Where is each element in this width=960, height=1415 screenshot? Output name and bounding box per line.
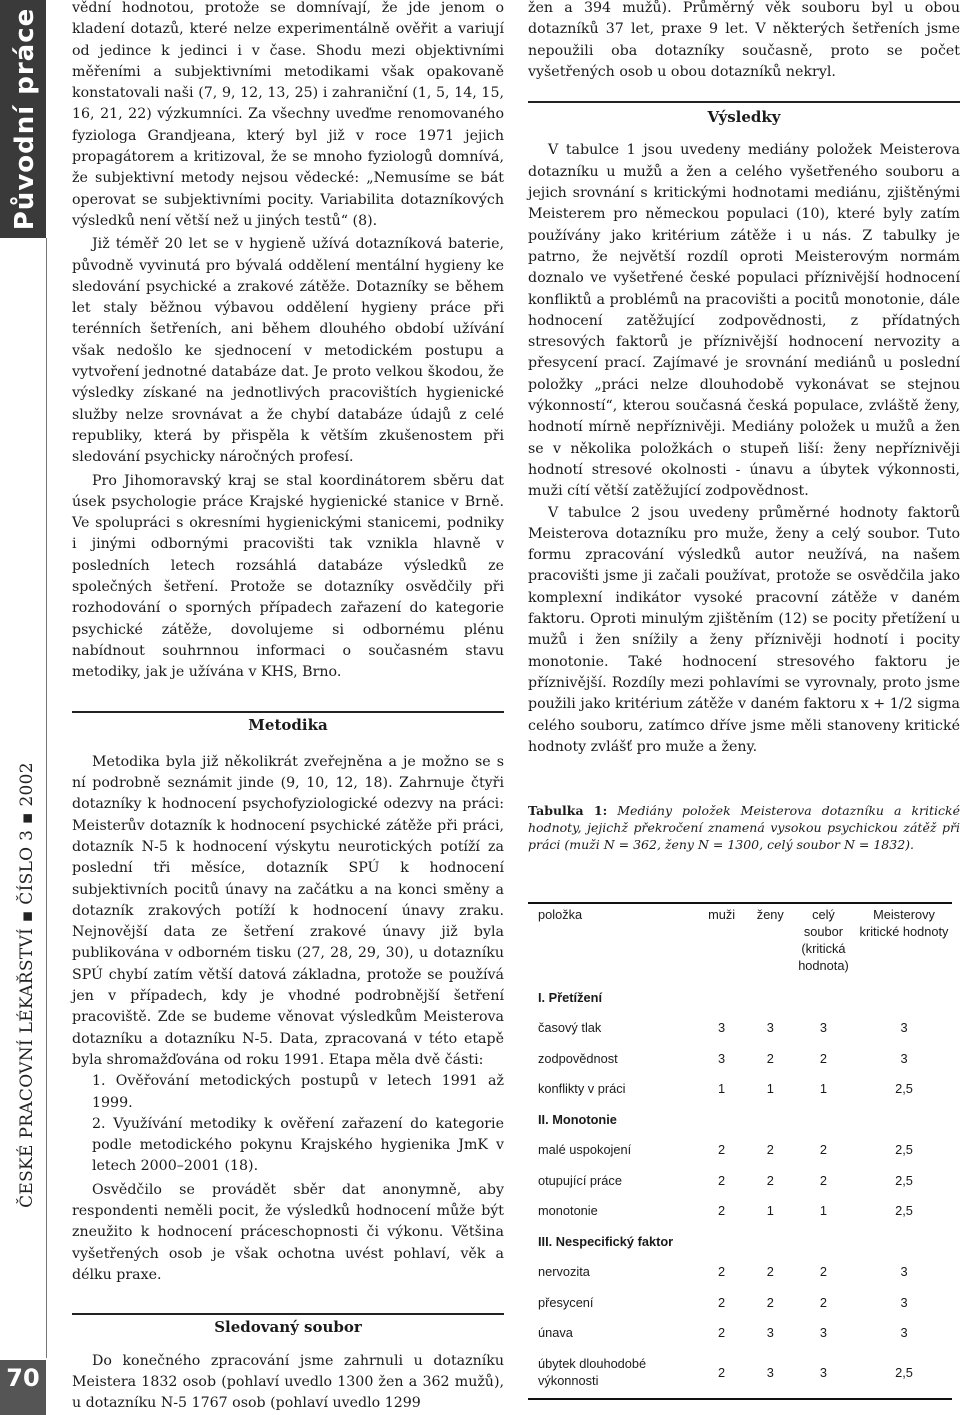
table-row (528, 1348, 952, 1396)
cell-value: 2,5 (895, 1142, 913, 1158)
item-label: přesycení (538, 1294, 594, 1310)
cell-value: 2 (766, 1294, 774, 1310)
cell-value: 3 (819, 1020, 828, 1036)
section-title: Původní práce (10, 7, 40, 231)
cell-value: 2 (766, 1050, 774, 1066)
table-row (528, 1196, 952, 1227)
paragraph: Metodika byla již několikrát zveřejněna a je možno se s ní podrobně seznámit jinde (9, 10, 12, 18). Zahrnuje čtyři dotazníky k hodnocení psychofyziologické odezvy na práci: Meisterův dotazník k hodnocení psychické zátěže při práci, dotazník N-5 k hodnocení výskytu neurotických potíží za poslední tři měsíce, dotazník SPÚ k hodnocení subjektivních pocitů únavy na začátku a na konci směny a dotazník zrakových potíží k hodnocení únavy zraku. Nejnovější data ze šetření zrakové únavy již byla publikována v odborném tisku (27, 28, 29, 30), u dotazníku SPÚ chybí zatím větší datová základna, protože se používá jen v případech, kdy je vhodné podrobnější šetření pracoviště. Zde se budeme věnovat výsledkům Meisterova dotazníku a dotazníku N-5. Data, zpracovaná v této etapě byla shromažďována od roku 1991. Etapa měla dvě části: (72, 753, 504, 1068)
cell-value: 3 (766, 1364, 774, 1380)
cell-value: 2,5 (895, 1081, 913, 1097)
cell-value: 2,5 (895, 1172, 913, 1188)
cell-value: 1 (766, 1081, 774, 1097)
cell-value: 2,5 (895, 1364, 913, 1380)
left-column (72, 0, 504, 1415)
table-row (528, 1318, 952, 1349)
heading-rule (72, 711, 504, 713)
item-label: únava (538, 1325, 573, 1341)
cell-value: 2 (766, 1172, 774, 1188)
cell-value: 3 (819, 1325, 828, 1341)
table-group-row (528, 1104, 952, 1135)
col-header-item: položka (538, 907, 583, 922)
table-1 (528, 902, 952, 1396)
paragraph: Již téměř 20 let se v hygieně užívá dotazníková baterie, původně vyvinutá pro bývalá oddělení mentální hygieny ke sledování psychické a zrakové zátěže. Dotazníky se během let staly běžnou výbavou oddělení hygieny práce při terénních šetřeních, ani během dlouhého období užívání však nedošlo ke sjednocení v metodickém postupu a vytvoření jednotné databáze dat. Je proto velkou škodou, že výsledky získané na jednotlivých pracovištích hygienické služby nelze srovnávat a že chybí databáze údajů z celé republiky, která by přispěla k větším zkušenostem při sledování psychicky náročných profesí. (72, 236, 504, 466)
table-header-row (528, 902, 952, 982)
cell-value: 3 (900, 1264, 908, 1280)
heading-text: Metodika (248, 715, 328, 734)
table-row (528, 1165, 952, 1196)
item-label: časový tlak (538, 1020, 602, 1036)
section-heading-metodika (72, 711, 504, 736)
caption-label: Tabulka 1: (528, 803, 608, 819)
cell-value: 3 (819, 1364, 828, 1380)
heading-text: Výsledky (707, 108, 781, 127)
table-row (528, 1257, 952, 1288)
cell-value: 2 (718, 1203, 726, 1219)
table-bottom-rule (528, 1398, 952, 1400)
cell-value: 3 (900, 1294, 908, 1310)
cell-value: 3 (766, 1325, 774, 1341)
cell-value: 2 (819, 1294, 828, 1310)
paragraph: vědní hodnotou, protože se domnívají, že jde jenom o kladení dotazů, které nelze experimentálně ověřit a variují od jedince k jedinci i v čase. Shodu mezi objektivními měřeními a subjektivními metodikami však opakovaně konstatovali naši (7, 9, 12, 13, 25) i zahraniční (1, 5, 14, 15, 16, 21, 22) výzkumníci. Za všechny uveďme renomovaného fyziologa Grandjeana, který byl již v roce 1971 jejich propagátorem a kritizoval, že se mnoho fyziologů domnívá, že subjektivní metody nejsou vědecké: „Nemusíme se bát operovat se subjektivními pocity. Variabilita dotazníkových výsledků není větší než u jiných testů“ (8). (72, 0, 504, 229)
table-body (528, 982, 952, 1396)
cell-value: 1 (819, 1203, 828, 1219)
cell-value: 2 (718, 1142, 726, 1158)
paragraph: Do konečného zpracování jsme zahrnuli u dotazníku Meistera 1832 osob (pohlaví uvedlo 1300 žen a 362 mužů), u dotazníku N-5 1767 osob (pohlaví uvedlo 1299 (72, 1352, 504, 1412)
table-caption (528, 802, 960, 853)
paragraph: Osvědčilo se provádět sběr dat anonymně, aby respondenti neměli pocit, že výsledků hodnocení může být zneužito k hodnocení práceschopnosti či výkonu. Většina vyšetřených osob je však ochotna uvést pohlaví, věk a délku praxe. (72, 1181, 504, 1283)
paragraph: žen a 394 mužů). Průměrný věk souboru byl u obou dotazníků 37 let, praxe 9 let. V některých šetřeních jsme nepoužili oba dotazníky současně, proto se počet vyšetřených osob u obou dotazníků nekryl. (528, 0, 960, 80)
cell-value: 2 (819, 1050, 828, 1066)
caption-text: Mediány položek Meisterova dotazníku a kritické hodnoty, jejichž překročení znamená vysokou psychickou zátěž při práci (muži N = 362, ženy N = 1300, celý soubor N = 1832). (528, 803, 960, 853)
item-label: konflikty v práci (538, 1081, 626, 1097)
cell-value: 2 (819, 1142, 828, 1158)
cell-value: 3 (766, 1020, 774, 1036)
cell-value: 3 (718, 1020, 726, 1036)
cell-value: 2 (718, 1172, 726, 1188)
col-header-meister: Meisterovy kritické hodnoty (859, 907, 949, 939)
heading-rule (72, 1313, 504, 1315)
table-row (528, 1074, 952, 1105)
cell-value: 3 (900, 1325, 908, 1341)
sidebar-rule (46, 238, 47, 1358)
item-label: otupující práce (538, 1172, 622, 1188)
cell-value: 3 (900, 1050, 908, 1066)
median-table (528, 902, 952, 1396)
journal-line: ČESKÉ PRACOVNÍ LÉKAŘSTVÍ ▪ ČÍSLO 3 ▪ 2002 (17, 762, 37, 1208)
cell-value: 2 (766, 1264, 774, 1280)
section-heading-soubor (72, 1313, 504, 1338)
item-label: monotonie (538, 1203, 598, 1219)
table-row (528, 1043, 952, 1074)
list-item: 1. Ověřování metodických postupů v letech 1991 až 1999. (92, 1073, 504, 1111)
table-group-row (528, 1226, 952, 1257)
table-row (528, 1135, 952, 1166)
cell-value: 2 (718, 1294, 726, 1310)
heading-text: Sledovaný soubor (214, 1318, 362, 1337)
col-header-whole: celý soubor (kritická hodnota) (798, 907, 849, 973)
col-header-men: muži (708, 907, 736, 922)
section-heading-vysledky (528, 101, 960, 128)
cell-value: 3 (718, 1050, 726, 1066)
cell-value: 2 (718, 1364, 726, 1380)
group-title: III. Nespecifický faktor (538, 1233, 674, 1249)
table-row (528, 1287, 952, 1318)
cell-value: 2 (718, 1325, 726, 1341)
table-row (528, 1013, 952, 1044)
item-label: zodpovědnost (538, 1050, 618, 1066)
cell-value: 3 (900, 1020, 908, 1036)
item-label: malé uspokojení (538, 1142, 632, 1158)
cell-value: 2 (718, 1264, 726, 1280)
col-header-women: ženy (756, 907, 784, 922)
cell-value: 2 (819, 1172, 828, 1188)
table-group-row (528, 982, 952, 1013)
list-item: 2. Využívání metodiky k ověření zařazení do kategorie podle metodického pokynu Krajského hygienika JmK v letech 2000–2001 (18). (92, 1115, 504, 1175)
sidebar (0, 0, 58, 1415)
cell-value: 2 (819, 1264, 828, 1280)
cell-value: 2 (766, 1142, 774, 1158)
group-title: II. Monotonie (538, 1111, 617, 1127)
heading-rule (528, 101, 960, 103)
table-top-rule (528, 902, 952, 904)
paragraph: V tabulce 1 jsou uvedeny mediány položek Meisterova dotazníku u mužů a žen a celého vyšetřeného souboru a jejich srovnání s kritickými hodnotami mediánu, zjištěnými Meisterem pro německou populaci (10), které byly zatím používány jako kritérium zátěže i u nás. Z tabulky je patrno, že největší rozdíl oproti Meisterovým normám doznalo ve vyšetřené české populaci příznivější hodnocení konfliktů a problémů na pracovišti a pocitů monotonie, dále hodnocení zatěžující zodpovědnosti, z přídatných stresových faktorů je příznivější hodnocení nervozity a přesycení prací. Zajímavé je srovnání mediánů u poslední položky „práci nelze dlouhodobě vykonávat se stejnou výkonností“, kterou současná česká populace, zvláště ženy, hodnotí mírně nepříznivěji. Mediány položek u mužů a žen se v několika položkách o stupeň liší: ženy nepříznivěji hodnotí stresové okolnosti - únavu a úbytek výkonnosti, muži cítí větší zatěžující zodpovědnost. (528, 142, 960, 500)
group-title: I. Přetížení (538, 989, 603, 1005)
paragraph: V tabulce 2 jsou uvedeny průměrné hodnoty faktorů Meisterova dotazníku pro muže, ženy a celý soubor. Tuto formu zpracování výsledků autor neužívá, na našem pracovišti jsme ji začali používat, protože se osvědčila jako komplexní indikátor vysoké pracovní zátěže v daném faktoru. Oproti minulým zjištěním (12) se pocity přetížení u mužů i žen snížily a ženy příznivěji hodnotí i pocity monotonie. Také hodnocení stresového faktoru je příznivější. Rozdíly mezi pohlavími se vyrovnaly, proto jsme použili jako kritérium zátěže v daném faktoru x + 1/2 sigma celého souboru, zatímco dříve jsme měli stanoveny kritické hodnoty zvlášť pro muže a ženy. (528, 504, 960, 755)
cell-value: 1 (819, 1081, 828, 1097)
item-label: nervozita (538, 1264, 590, 1280)
paragraph: Pro Jihomoravský kraj se stal koordinátorem sběru dat úsek psychologie práce Krajské hygienické stanice v Brně. Ve spolupráci s okresními hygienickými stanicemi, podniky i jinými odbornými pracovišti tak vznikla hlavně v posledních letech rozsáhlá databáze výsledků ze společných šetření. Protože se dotazníky osvědčily při rozhodování o sporných případech zařazení do kategorie psychické zátěže, dovolujeme si odbornému plénu nabídnout souhrnnou informaci o současném stavu metodiky, jak je užívána v KHS, Brno. (72, 472, 504, 681)
page-number: 70 (6, 1364, 40, 1392)
cell-value: 2,5 (895, 1203, 913, 1219)
cell-value: 1 (718, 1081, 726, 1097)
item-label: úbytek dlouhodobé výkonnosti (538, 1356, 647, 1388)
cell-value: 1 (766, 1203, 774, 1219)
